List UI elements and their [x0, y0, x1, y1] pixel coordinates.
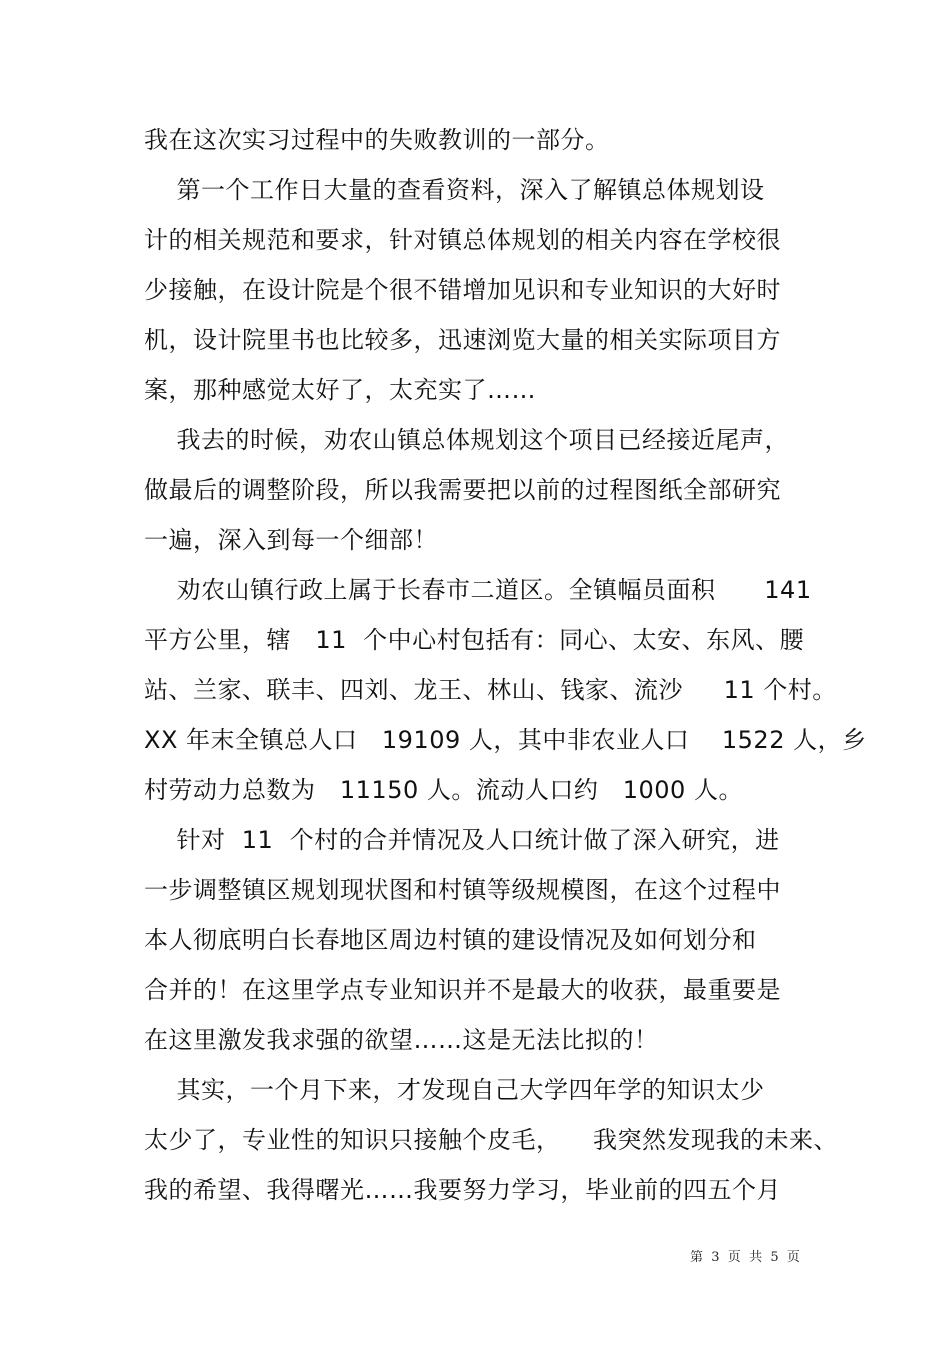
- text-line: 我去的时候，劝农山镇总体规划这个项目已经接近尾声，: [144, 426, 790, 454]
- text-line: 我的希望、我得曙光……我要努力学习，毕业前的四五个月: [144, 1176, 781, 1204]
- text-line: 站、兰家、联丰、四刘、龙王、林山、钱家、流沙 11 个村。: [144, 676, 837, 704]
- text-line: 机，设计院里书也比较多，迅速浏览大量的相关实际项目方: [144, 326, 781, 354]
- page-number-footer: 第 3 页 共 5 页: [690, 1250, 800, 1265]
- text-line: 一步调整镇区规划现状图和村镇等级规模图，在这个过程中: [144, 876, 781, 904]
- text-line: 一遍，深入到每一个细部！: [144, 526, 438, 554]
- text-line: 案，那种感觉太好了，太充实了……: [144, 376, 536, 404]
- text-line: 劝农山镇行政上属于长春市二道区。全镇幅员面积 141: [144, 576, 812, 604]
- text-line: XX 年末全镇总人口 19109 人，其中非农业人口 1522 人，乡: [144, 726, 867, 754]
- text-line: 合并的！在这里学点专业知识并不是最大的收获，最重要是: [144, 976, 781, 1004]
- text-line: 做最后的调整阶段，所以我需要把以前的过程图纸全部研究: [144, 476, 781, 504]
- text-line: 太少了，专业性的知识只接触个皮毛， 我突然发现我的未来、: [144, 1126, 839, 1154]
- text-line: 村劳动力总数为 11150 人。流动人口约 1000 人。: [144, 776, 743, 804]
- text-line: 其实，一个月下来，才发现自己大学四年学的知识太少: [144, 1076, 765, 1104]
- text-line: 计的相关规范和要求，针对镇总体规划的相关内容在学校很: [144, 226, 781, 254]
- text-line: 针对 11 个村的合并情况及人口统计做了深入研究，进: [144, 826, 780, 854]
- text-line: 平方公里，辖 11 个中心村包括有：同心、太安、东风、腰: [144, 626, 805, 654]
- text-line: 少接触，在设计院是个很不错增加见识和专业知识的大好时: [144, 276, 781, 304]
- text-line: 在这里激发我求强的欲望……这是无法比拟的！: [144, 1026, 659, 1054]
- text-line: 本人彻底明白长春地区周边村镇的建设情况及如何划分和: [144, 926, 757, 954]
- text-line: 我在这次实习过程中的失败教训的一部分。: [144, 126, 610, 154]
- text-line: 第一个工作日大量的查看资料，深入了解镇总体规划设: [144, 176, 765, 204]
